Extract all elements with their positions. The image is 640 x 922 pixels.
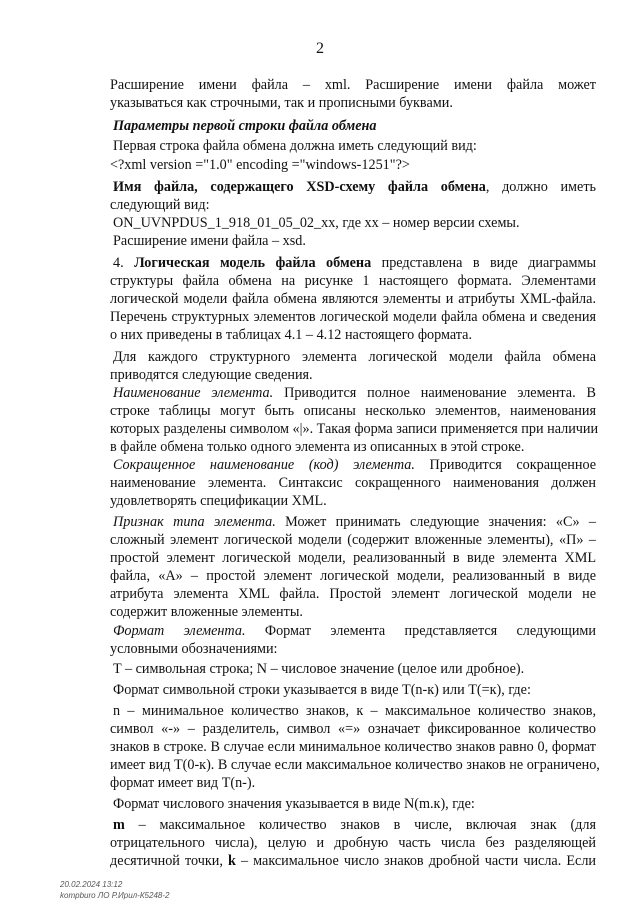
paragraph-line: десятичной точки, k – максимальное число знаков дробной части числа. Если <box>110 853 596 869</box>
paragraph-line: n – минимальное количество знаков, к – максимальное количество знаков, <box>113 703 596 719</box>
paragraph-line: Формат символьной строки указывается в виде T(n-к) или T(=к), где: <box>113 682 531 698</box>
paragraph-line: Для каждого структурного элемента логической модели файла обмена <box>113 349 596 365</box>
paragraph-line: условными обозначениями: <box>110 641 278 657</box>
paragraph-line: символ «-» – разделитель, символ «=» означает фиксированное количество <box>110 721 596 737</box>
paragraph-line: Расширение имени файла – xml. Расширение имени файла может <box>110 77 596 93</box>
paragraph-line: структуры файла обмена на рисунке 1 настоящего формата. Элементами <box>110 273 596 289</box>
paragraph-line: файла, «А» – простой элемент логической модели, реализованный в виде <box>110 568 596 584</box>
page-number: 2 <box>316 40 324 57</box>
paragraph-line: сложный элемент логической модели (содержит вложенные элементы), «П» – <box>110 532 596 548</box>
paragraph-line: Признак типа элемента. Может принимать следующие значения: «С» – <box>113 514 596 530</box>
paragraph-line: приводятся следующие сведения. <box>110 367 313 383</box>
footer-date: 20.02.2024 13:12 <box>60 880 123 889</box>
schema-filename: ON_UVNPDUS_1_918_01_05_02_xx, где xx – номер версии схемы. <box>113 215 520 231</box>
paragraph-line: Формат числового значения указывается в виде N(m.к), где: <box>113 796 475 812</box>
paragraph-line: наименование элемента. Синтаксис сокращенного наименования должен <box>110 475 596 491</box>
paragraph-line: m – максимальное количество знаков в числе, включая знак (для <box>113 817 596 833</box>
paragraph-line: формат имеет вид T(n-). <box>110 775 256 791</box>
paragraph-line: строке таблицы могут быть описаны несколько элементов, наименования <box>110 403 596 419</box>
paragraph-line: 4. Логическая модель файла обмена представлена в виде диаграммы <box>113 255 597 271</box>
paragraph-line: в файле обмена только одного элемента из описанных в этой строке. <box>110 439 525 455</box>
paragraph-line: Имя файла, содержащего XSD-схему файла обмена, должно иметь <box>113 179 596 195</box>
footer-stamp: kompburo ЛО Р.Ирил-К5248-2 <box>60 891 170 900</box>
paragraph-line: знаков в строке. В случае если минимальное количество знаков равно 0, формат <box>110 739 596 755</box>
paragraph-line: которых разделены символом «|». Такая форма записи применяется при наличии <box>110 421 599 437</box>
paragraph-line: о них приведены в таблицах 4.1 – 4.12 настоящего формата. <box>110 327 473 343</box>
section-heading: Параметры первой строки файла обмена <box>113 118 377 134</box>
paragraph-line: Первая строка файла обмена должна иметь следующий вид: <box>113 138 477 154</box>
paragraph-line: простой элемент логической модели, реализованный в виде элемента XML <box>110 550 596 566</box>
paragraph-line: имеет вид T(0-к). В случае если максимальное количество знаков не ограничено, <box>110 757 600 773</box>
paragraph-line: Расширение имени файла – xsd. <box>113 233 306 249</box>
paragraph-line: Наименование элемента. Приводится полное наименование элемента. В <box>113 385 596 401</box>
paragraph-line: следующий вид: <box>110 197 210 213</box>
paragraph-line: Перечень структурных элементов логической модели файла обмена и сведения <box>110 309 596 325</box>
paragraph-line: указываться как строчными, так и прописными буквами. <box>110 95 453 111</box>
paragraph-line: Формат элемента. Формат элемента представляется следующими <box>113 623 596 639</box>
paragraph-line: атрибута элемента XML файла. Простой элемент логической модели не <box>110 586 596 602</box>
paragraph-line: T – символьная строка; N – числовое значение (целое или дробное). <box>113 661 525 677</box>
paragraph-line: содержит вложенные элементы. <box>110 604 303 620</box>
paragraph-line: логической модели файла обмена являются элементы и атрибуты XML-файла. <box>110 291 596 307</box>
paragraph-line: Сокращенное наименование (код) элемента. Приводится сокращенное <box>113 457 597 473</box>
paragraph-line: удовлетворять спецификации XML. <box>110 493 327 509</box>
xml-declaration: <?xml version ="1.0" encoding ="windows-1251"?> <box>110 157 410 173</box>
paragraph-line: отрицательного числа), целую и дробную часть числа без разделяющей <box>110 835 596 851</box>
